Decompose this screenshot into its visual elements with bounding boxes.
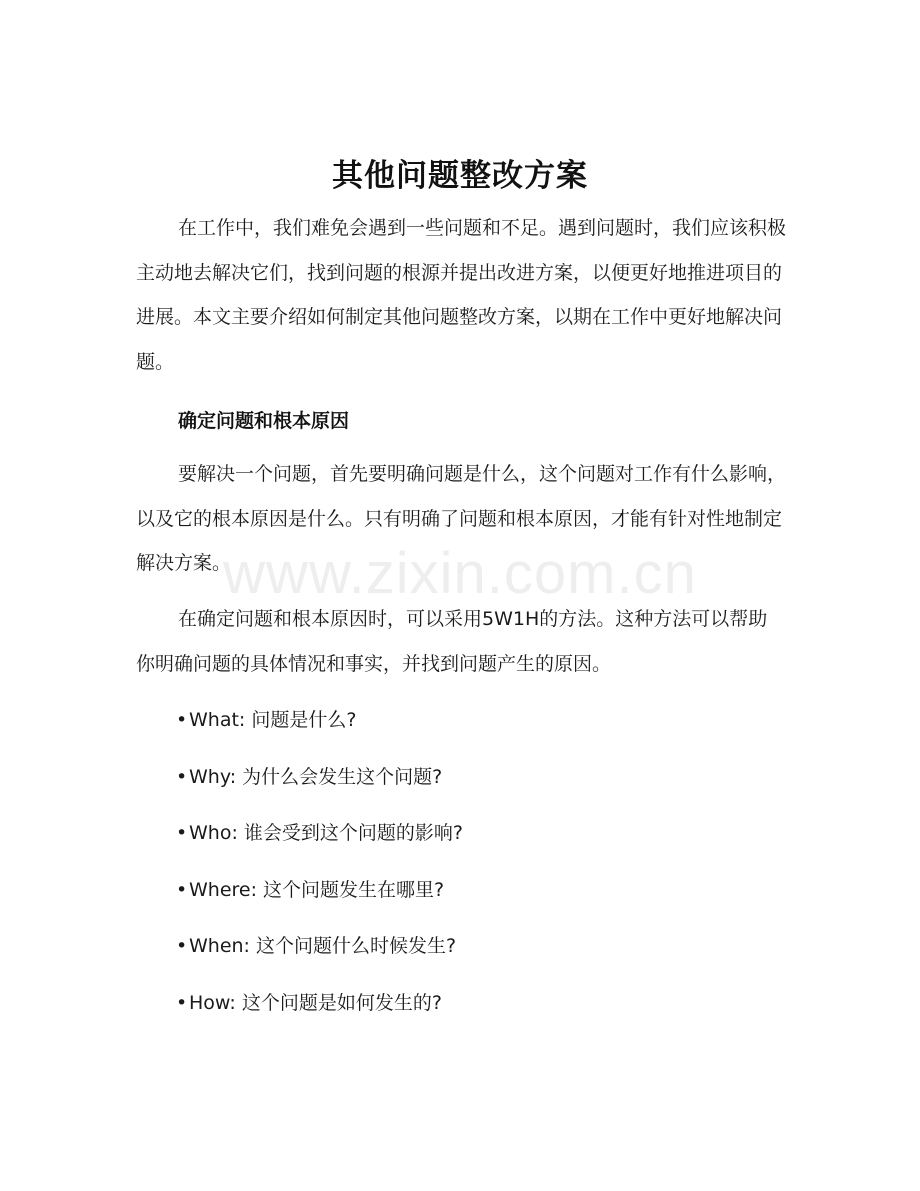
list-item [176,983,463,1040]
list-item-text: What: 问题是什么? [189,709,357,731]
list-item-text: Who: 谁会受到这个问题的影响? [189,822,463,845]
list-item [176,757,463,814]
document-title: 其他问题整改方案 [332,158,588,194]
bullet-icon: • [176,765,188,788]
list-item-text: Why: 为什么会发生这个问题? [189,765,443,788]
list-item-text: How: 这个问题是如何发生的? [189,991,442,1014]
list-item [176,870,463,927]
5w1h-list [176,700,463,1040]
bullet-icon: • [176,991,188,1014]
intro-paragraph: 在工作中，我们难免会遇到一些问题和不足。遇到问题时，我们应该积极主动地去解决它们，找到问题的根源并提出改进方案，以便更好地推进项目的进展。本文主要介绍如何制定其他问题整改方案，以期在工作中更好地解决问题。 [136,217,787,373]
list-item [176,700,463,757]
list-item [176,813,463,870]
section-heading: 确定问题和根本原因 [178,410,350,432]
list-item [176,926,463,983]
bullet-icon: • [176,822,188,845]
bullet-icon: • [176,878,188,901]
list-item-text: Where: 这个问题发生在哪里? [189,878,445,901]
section-paragraph-2: 在确定问题和根本原因时，可以采用5W1H的方法。这种方法可以帮助你明确问题的具体情况和事实，并找到问题产生的原因。 [136,608,768,675]
list-item-text: When: 这个问题什么时候发生? [189,935,457,958]
bullet-icon: • [176,709,188,731]
watermark-text: www.zixin.com.cn [223,541,697,606]
section-paragraph-1: 要解决一个问题，首先要明确问题是什么，这个问题对工作有什么影响，以及它的根本原因是什么。只有明确了问题和根本原因，才能有针对性地制定解决方案。 [136,463,787,574]
bullet-icon: • [176,935,188,958]
